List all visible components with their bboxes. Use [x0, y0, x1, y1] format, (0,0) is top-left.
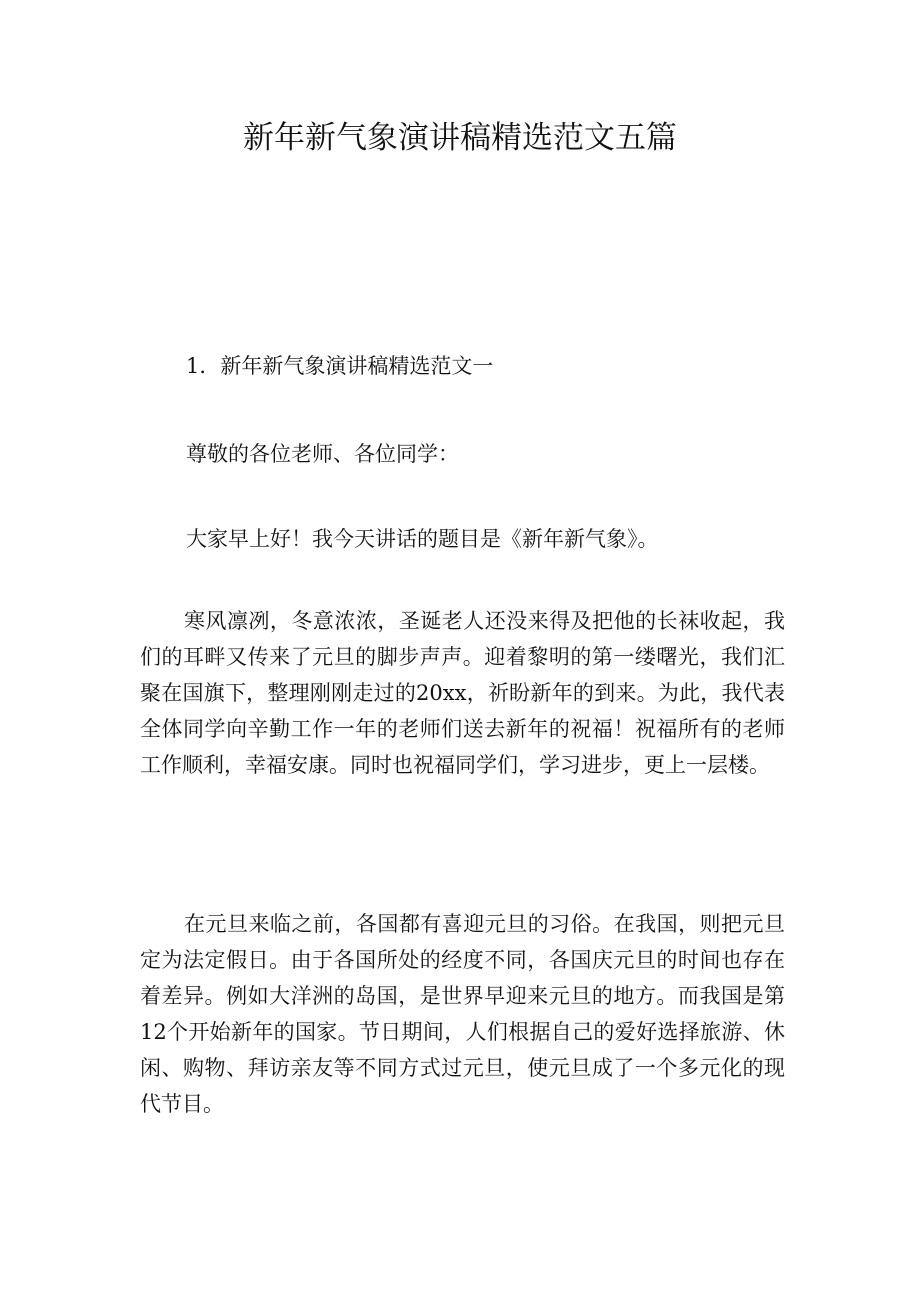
body-paragraph: 寒风凛冽，冬意浓浓，圣诞老人还没来得及把他的长袜收起，我们的耳畔又传来了元旦的脚步声声。迎着黎明的第一缕曙光，我们汇聚在国旗下，整理刚刚走过的20xx，祈盼新年的到来。为此，我代表全体同学向辛勤工作一年的老师们送去新年的祝福！祝福所有的老师工作顺利，幸福安康。同时也祝福同学们，学习进步，更上一层楼。	[140, 609, 785, 777]
document-title: 新年新气象演讲稿精选范文五篇	[243, 120, 677, 156]
opening-line: 大家早上好！我今天讲话的题目是《新年新气象》。	[186, 527, 659, 551]
section-heading: 1．新年新气象演讲稿精选范文一	[186, 354, 494, 378]
body-paragraph: 在元旦来临之前，各国都有喜迎元旦的习俗。在我国，则把元旦定为法定假日。由于各国所处的经度不同，各国庆元旦的时间也存在着差异。例如大洋洲的岛国，是世界早迎来元旦的地方。而我国是第12个开始新年的国家。节日期间，人们根据自己的爱好选择旅游、休闲、购物、拜访亲友等不同方式过元旦，使元旦成了一个多元化的现代节目。	[140, 912, 785, 1116]
greeting-line: 尊敬的各位老师、各位同学：	[186, 442, 459, 466]
